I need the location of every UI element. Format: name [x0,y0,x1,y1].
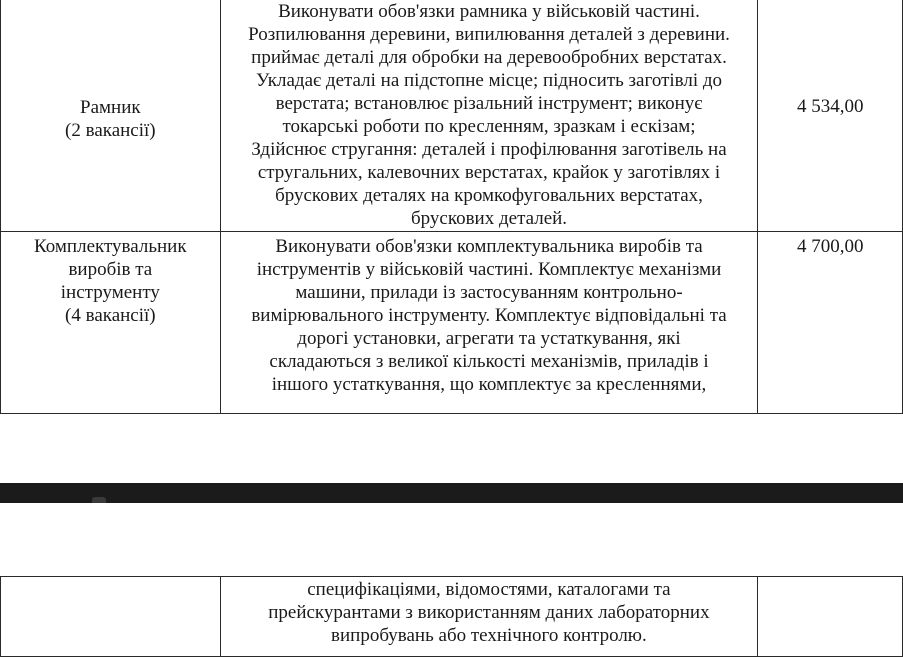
duties-line: Розпилювання деревини, випилювання деталей з деревини. [248,24,730,45]
duties-line: стругальних, калевочних верстатах, крайок у заготівлях і [257,162,721,183]
table-row [1,577,903,657]
salary-cell [758,232,903,414]
position-name: виробів та [68,259,153,280]
duties-line: інструментів у військовій частині. Комплектує механізми [256,259,722,280]
duties-line: токарські роботи по кресленням, зразкам і ескізам; [282,116,696,137]
position-cell [1,232,221,414]
duties-line: прейскурантами з використанням даних лабораторних [268,602,710,623]
duties-line: приймає деталі для обробки на деревообробних верстатах. [251,47,727,68]
salary-value: 4 534,00 [796,96,864,117]
duties-cell [220,232,758,414]
duties-line: Виконувати обов'язки комплектувальника виробів та [275,236,703,257]
position-cell [1,0,221,232]
duties-cell [220,577,758,657]
page-break-band [0,483,903,503]
duties-line: дорогі установки, агрегати та устаткування, які [297,328,681,349]
duties-line: верстата; встановлює різальний інструмент; виконує [275,93,703,114]
position-name: Комплектувальник [34,236,187,257]
duties-line: машини, прилади із застосуванням контрольно- [295,282,683,303]
salary-value: 4 700,00 [796,236,864,257]
table-row [1,0,903,232]
position-vacancies: (4 вакансії) [65,305,156,326]
duties-line: брускових деталей. [410,208,568,229]
position-vacancies: (2 вакансії) [65,119,156,141]
position-name: інструменту [60,282,160,303]
table-row [1,232,903,414]
vacancy-table-continued [0,576,903,657]
duties-cell [220,0,758,232]
salary-cell [758,0,903,232]
position-cell [1,577,221,657]
duties-line: складаються з великої кількості механізмів, приладів і [269,351,709,372]
duties-line: іншого устаткування, що комплектує за кресленнями, [271,374,707,395]
duties-line: Здійснює стругання: деталей і профілювання заготівель на [251,139,727,160]
duties-line: Виконувати обов'язки рамника у військовій частині. [278,1,700,22]
duties-line: специфікаціями, відомостями, каталогами та [307,579,671,600]
duties-line: вимірювального інструменту. Комплектує відповідальні та [251,305,727,326]
duties-line: випробувань або технічного контролю. [331,625,647,646]
duties-line: Укладає деталі на підстопне місце; підносить заготівлі до [255,70,723,91]
salary-cell [758,577,903,657]
duties-line: брускових деталях на кромкофуговальних верстатах, [275,185,703,206]
position-name: Рамник [80,96,141,118]
